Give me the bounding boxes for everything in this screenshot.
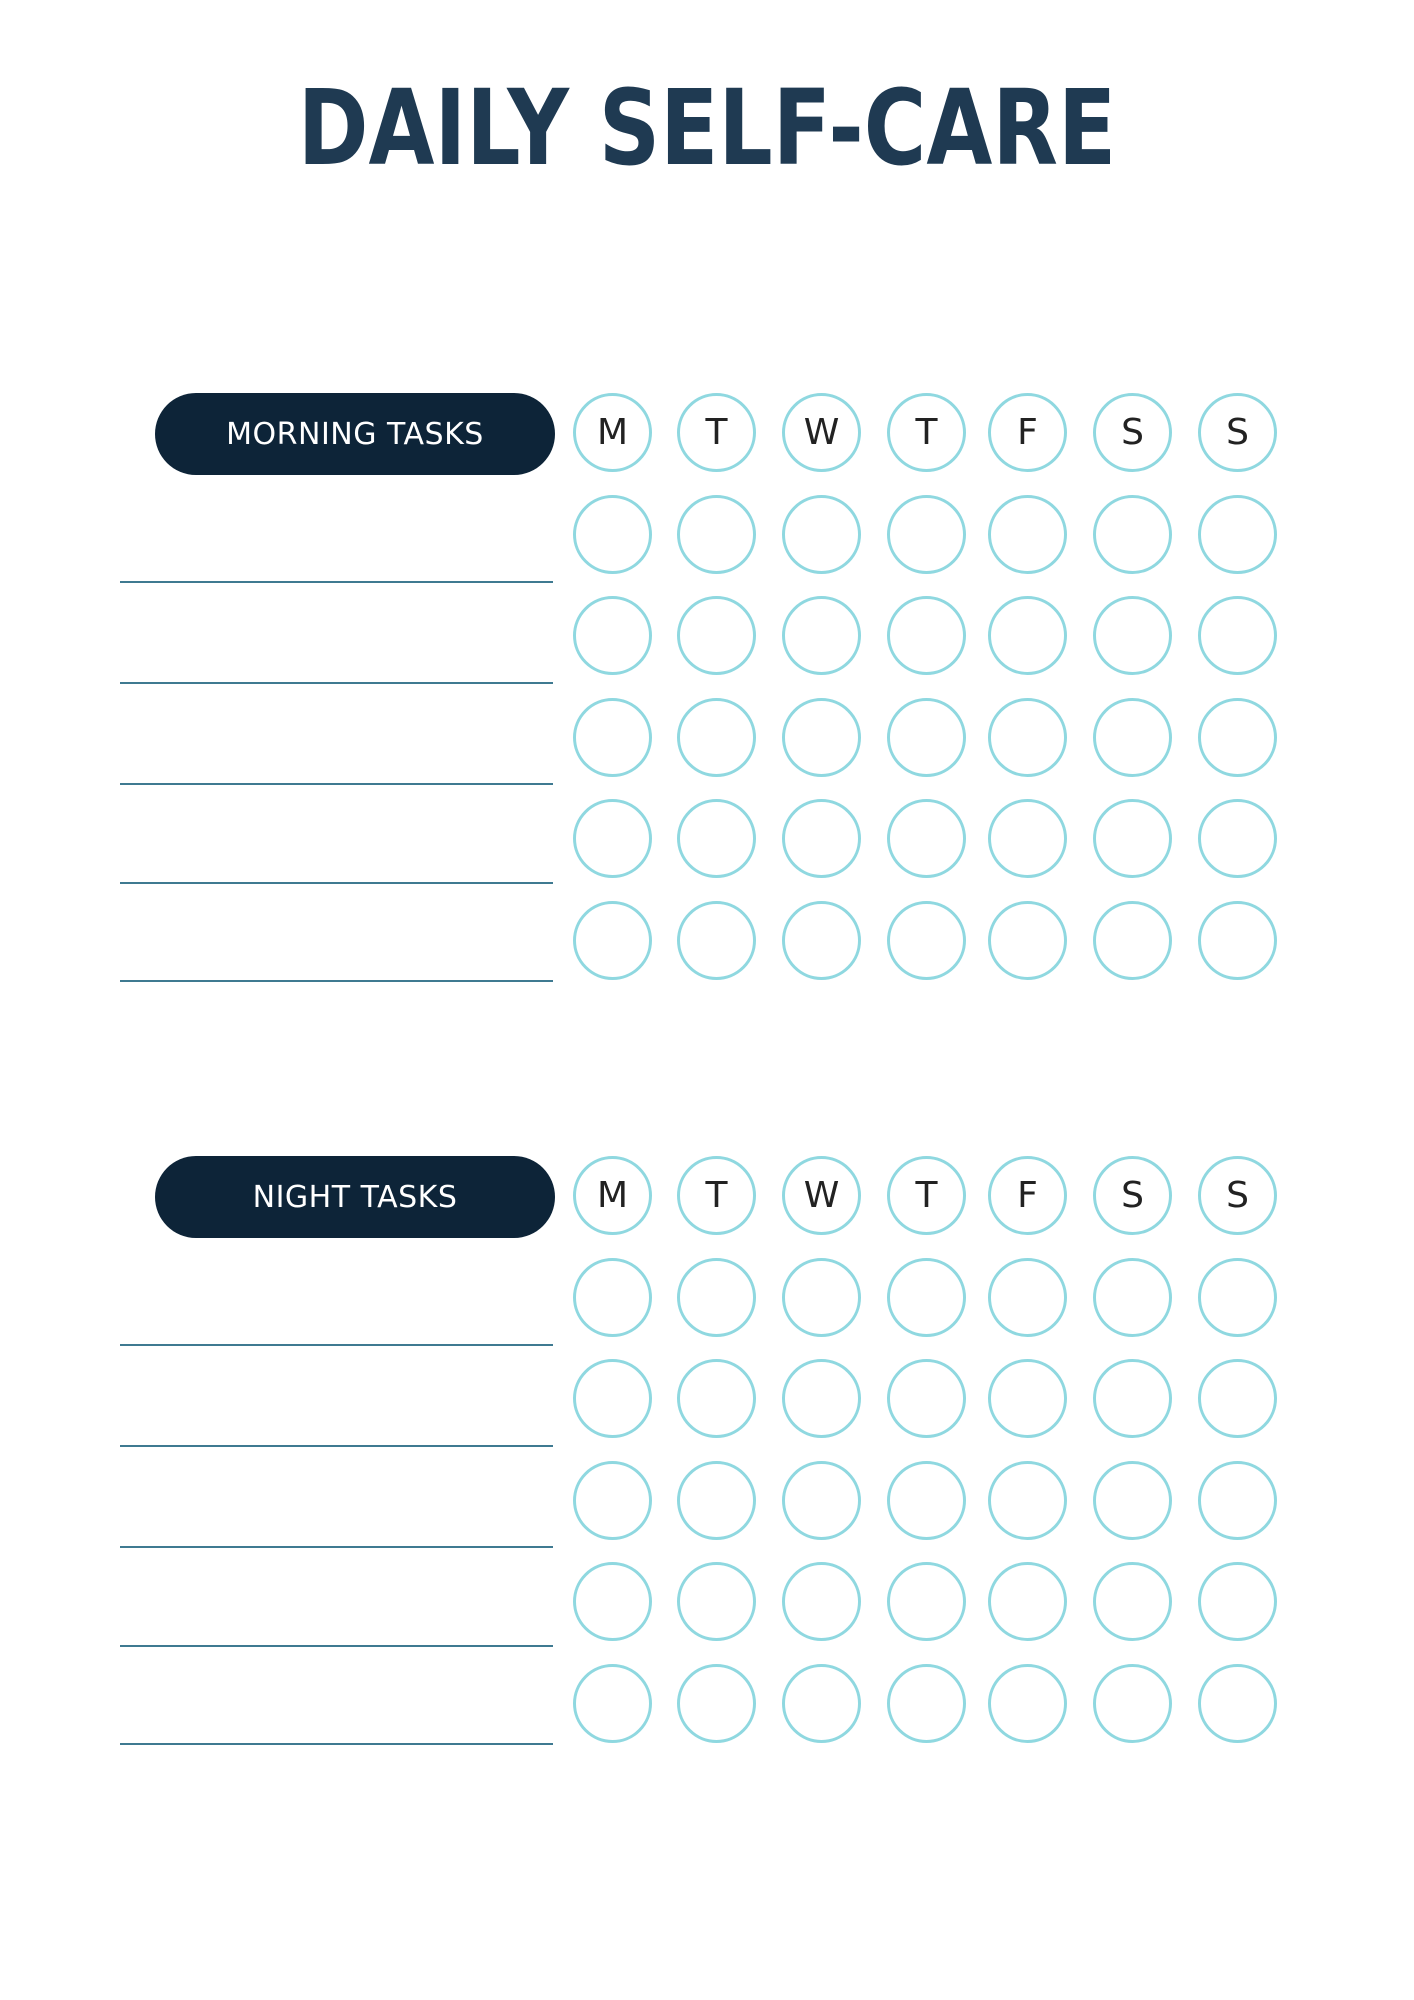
night-checkbox-circle[interactable] xyxy=(1093,1562,1172,1641)
morning-task-line[interactable] xyxy=(120,581,553,583)
night-task-line[interactable] xyxy=(120,1445,553,1447)
day-label: M xyxy=(596,411,629,453)
night-checkbox-circle[interactable] xyxy=(887,1461,966,1540)
morning-checkbox-circle[interactable] xyxy=(1198,698,1277,777)
night-checkbox-circle[interactable] xyxy=(677,1461,756,1540)
day-header-circle xyxy=(887,393,966,472)
page-title: DAILY SELF-CARE xyxy=(297,67,1117,189)
day-header-circle xyxy=(1198,393,1277,472)
morning-checkbox-circle[interactable] xyxy=(887,495,966,574)
day-label: F xyxy=(1017,411,1038,453)
morning-checkbox-circle[interactable] xyxy=(782,698,861,777)
morning-checkbox-circle[interactable] xyxy=(677,799,756,878)
morning-tasks-label: MORNING TASKS xyxy=(226,416,484,452)
morning-checkbox-circle[interactable] xyxy=(887,698,966,777)
morning-checkbox-circle[interactable] xyxy=(573,596,652,675)
morning-checkbox-circle[interactable] xyxy=(1198,799,1277,878)
night-checkbox-circle[interactable] xyxy=(782,1359,861,1438)
day-header-circle xyxy=(782,1156,861,1235)
night-checkbox-circle[interactable] xyxy=(1198,1562,1277,1641)
morning-checkbox-circle[interactable] xyxy=(573,495,652,574)
night-checkbox-circle[interactable] xyxy=(1198,1258,1277,1337)
night-tasks-label: NIGHT TASKS xyxy=(252,1179,458,1215)
day-label: T xyxy=(915,1174,938,1216)
morning-checkbox-circle[interactable] xyxy=(573,799,652,878)
night-section xyxy=(0,1156,1414,1776)
morning-checkbox-circle[interactable] xyxy=(988,698,1067,777)
night-checkbox-circle[interactable] xyxy=(782,1562,861,1641)
morning-task-line[interactable] xyxy=(120,682,553,684)
night-checkbox-circle[interactable] xyxy=(988,1664,1067,1743)
day-label: W xyxy=(803,411,840,453)
day-label: S xyxy=(1121,411,1144,453)
morning-checkbox-circle[interactable] xyxy=(782,596,861,675)
night-task-line[interactable] xyxy=(120,1645,553,1647)
morning-task-line[interactable] xyxy=(120,783,553,785)
morning-checkbox-circle[interactable] xyxy=(988,495,1067,574)
morning-checkbox-circle[interactable] xyxy=(1198,495,1277,574)
day-header-circle xyxy=(887,1156,966,1235)
night-checkbox-circle[interactable] xyxy=(782,1258,861,1337)
night-task-line[interactable] xyxy=(120,1546,553,1548)
night-checkbox-circle[interactable] xyxy=(677,1562,756,1641)
night-checkbox-circle[interactable] xyxy=(1093,1359,1172,1438)
morning-section xyxy=(0,393,1414,1013)
day-header-circle xyxy=(677,393,756,472)
day-label: M xyxy=(596,1174,629,1216)
day-header-circle xyxy=(573,1156,652,1235)
night-checkbox-circle[interactable] xyxy=(887,1359,966,1438)
morning-checkbox-circle[interactable] xyxy=(988,596,1067,675)
night-checkbox-circle[interactable] xyxy=(1093,1664,1172,1743)
night-checkbox-circle[interactable] xyxy=(677,1258,756,1337)
day-header-circle xyxy=(1093,1156,1172,1235)
day-label: S xyxy=(1226,1174,1249,1216)
morning-checkbox-circle[interactable] xyxy=(887,799,966,878)
day-header-circle xyxy=(573,393,652,472)
night-checkbox-circle[interactable] xyxy=(782,1664,861,1743)
morning-checkbox-circle[interactable] xyxy=(1198,901,1277,980)
night-checkbox-circle[interactable] xyxy=(1093,1461,1172,1540)
morning-checkbox-circle[interactable] xyxy=(573,901,652,980)
day-label: S xyxy=(1121,1174,1144,1216)
day-label: W xyxy=(803,1174,840,1216)
morning-checkbox-circle[interactable] xyxy=(677,698,756,777)
night-task-line[interactable] xyxy=(120,1743,553,1745)
morning-task-line[interactable] xyxy=(120,980,553,982)
morning-checkbox-circle[interactable] xyxy=(677,901,756,980)
day-header-circle xyxy=(677,1156,756,1235)
night-checkbox-circle[interactable] xyxy=(677,1664,756,1743)
night-checkbox-circle[interactable] xyxy=(1198,1664,1277,1743)
morning-checkbox-circle[interactable] xyxy=(1093,495,1172,574)
night-checkbox-circle[interactable] xyxy=(1198,1359,1277,1438)
night-checkbox-circle[interactable] xyxy=(988,1562,1067,1641)
night-checkbox-circle[interactable] xyxy=(887,1258,966,1337)
night-checkbox-circle[interactable] xyxy=(988,1461,1067,1540)
night-checkbox-circle[interactable] xyxy=(677,1359,756,1438)
morning-checkbox-circle[interactable] xyxy=(782,495,861,574)
night-checkbox-circle[interactable] xyxy=(573,1562,652,1641)
day-header-circle xyxy=(1093,393,1172,472)
day-header-circle xyxy=(988,393,1067,472)
morning-checkbox-circle[interactable] xyxy=(677,495,756,574)
day-label: F xyxy=(1017,1174,1038,1216)
morning-checkbox-circle[interactable] xyxy=(573,698,652,777)
night-checkbox-circle[interactable] xyxy=(573,1461,652,1540)
day-label: T xyxy=(705,411,728,453)
morning-checkbox-circle[interactable] xyxy=(782,799,861,878)
night-checkbox-circle[interactable] xyxy=(887,1664,966,1743)
day-header-circle xyxy=(1198,1156,1277,1235)
morning-checkbox-circle[interactable] xyxy=(677,596,756,675)
morning-checkbox-circle[interactable] xyxy=(1093,799,1172,878)
night-checkbox-circle[interactable] xyxy=(573,1664,652,1743)
morning-checkbox-circle[interactable] xyxy=(1198,596,1277,675)
morning-checkbox-circle[interactable] xyxy=(887,596,966,675)
day-label: T xyxy=(705,1174,728,1216)
night-checkbox-circle[interactable] xyxy=(1093,1258,1172,1337)
night-checkbox-circle[interactable] xyxy=(887,1562,966,1641)
night-checkbox-circle[interactable] xyxy=(988,1258,1067,1337)
day-header-circle xyxy=(988,1156,1067,1235)
morning-task-line[interactable] xyxy=(120,882,553,884)
morning-checkbox-circle[interactable] xyxy=(988,901,1067,980)
night-checkbox-circle[interactable] xyxy=(988,1359,1067,1438)
night-checkbox-circle[interactable] xyxy=(1198,1461,1277,1540)
day-header-circle xyxy=(782,393,861,472)
day-label: T xyxy=(915,411,938,453)
morning-checkbox-circle[interactable] xyxy=(1093,901,1172,980)
morning-checkbox-circle[interactable] xyxy=(988,799,1067,878)
morning-checkbox-circle[interactable] xyxy=(887,901,966,980)
night-tasks-header xyxy=(155,1156,555,1238)
day-label: S xyxy=(1226,411,1249,453)
night-checkbox-circle[interactable] xyxy=(573,1359,652,1438)
night-checkbox-circle[interactable] xyxy=(573,1258,652,1337)
morning-checkbox-circle[interactable] xyxy=(1093,698,1172,777)
morning-tasks-header xyxy=(155,393,555,475)
night-task-line[interactable] xyxy=(120,1344,553,1346)
morning-checkbox-circle[interactable] xyxy=(782,901,861,980)
night-checkbox-circle[interactable] xyxy=(782,1461,861,1540)
morning-checkbox-circle[interactable] xyxy=(1093,596,1172,675)
